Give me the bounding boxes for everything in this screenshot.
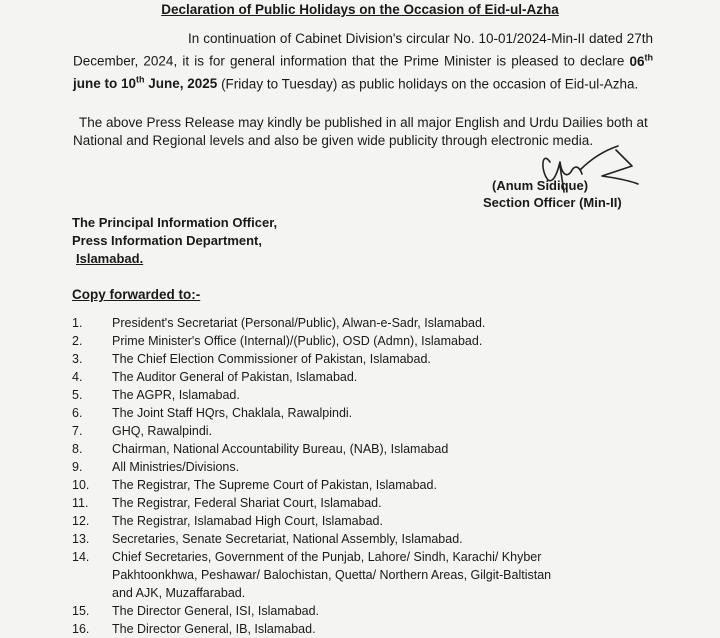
- para1-sup-2: th: [136, 74, 145, 85]
- copy-list-item-text: President's Secretariat (Personal/Public), Alwan-e-Sadr, Islamabad.: [112, 316, 486, 330]
- para1-start-day: 06: [629, 53, 645, 69]
- copy-list-item-number: 2.: [72, 334, 83, 348]
- copy-list-item-text: Chairman, National Accountability Bureau, (NAB), Islamabad: [112, 442, 449, 456]
- copy-list-item-number: 3.: [72, 352, 83, 366]
- copy-list-item-number: 11.: [72, 496, 89, 510]
- signatory-name: (Anum Sidique): [492, 178, 589, 193]
- copy-list-item-number: 7.: [72, 424, 83, 438]
- copy-list-item-text: The Registrar, Islamabad High Court, Islamabad.: [112, 514, 383, 528]
- copy-list-item-number: 15.: [72, 604, 90, 618]
- para1-text-a: In continuation of Cabinet Division's circular No. 10-01/2024-Min-II dated 27th December, 2024, it is for general information that the Prime Minister is pleased to declare: [73, 31, 653, 69]
- copy-list-item-text: The Auditor General of Pakistan, Islamabad.: [112, 370, 358, 384]
- copy-list-item-number: 6.: [72, 406, 83, 420]
- paragraph-declaration: [73, 30, 653, 93]
- addressee-line-3: Islamabad.: [76, 251, 144, 266]
- copy-list-item-number: 16.: [72, 622, 90, 636]
- copy-list-item-text: The AGPR, Islamabad.: [112, 388, 240, 402]
- copy-list-item-text: Chief Secretaries, Government of the Punjab, Lahore/ Sindh, Karachi/ Khyber: [112, 550, 542, 564]
- copy-list-item-number: 9.: [72, 460, 83, 474]
- copy-list-item-text: The Registrar, Federal Shariat Court, Islamabad.: [112, 496, 382, 510]
- para1-june-to: june to 10: [73, 76, 137, 91]
- copy-list-item-number: 8.: [72, 442, 83, 456]
- copy-list-item-text: Secretaries, Senate Secretariat, National Assembly, Islamabad.: [112, 532, 463, 546]
- copy-list-item-text: GHQ, Rawalpindi.: [112, 424, 213, 438]
- copy-list-item-text: The Registrar, The Supreme Court of Pakistan, Islamabad.: [112, 478, 437, 492]
- copy-forwarded-heading: Copy forwarded to:-: [72, 287, 201, 302]
- addressee-line-1: The Principal Information Officer,: [72, 215, 278, 230]
- para1-sup-1: th: [644, 52, 653, 62]
- para2-text: The above Press Release may kindly be published in all major English and Urdu Dailies both at National and Regional levels and also be given wide publicity through electronic media.: [73, 115, 648, 148]
- copy-list-item-text: All Ministries/Divisions.: [112, 460, 240, 474]
- copy-list-item-number: 4.: [72, 370, 83, 384]
- copy-list-item-number: 13.: [72, 532, 90, 546]
- signatory-title: Section Officer (Min-II): [483, 195, 622, 210]
- para1-june-2025: June, 2025: [144, 76, 218, 91]
- copy-list-item-text: Prime Minister's Office (Internal)/(Public), OSD (Admn), Islamabad.: [112, 334, 483, 348]
- document-title: Declaration of Public Holidays on the Occasion of Eid-ul-Azha: [161, 2, 559, 17]
- copy-list-item-number: 14.: [72, 550, 90, 564]
- copy-list-item-text: The Joint Staff HQrs, Chaklala, Rawalpindi.: [112, 406, 353, 420]
- copy-list-item-number: 5.: [72, 388, 83, 402]
- addressee-line-2: Press Information Department,: [72, 233, 262, 248]
- copy-list-item-text: The Director General, ISI, Islamabad.: [112, 604, 320, 618]
- para1-text-b: (Friday to Tuesday) as public holidays on the occasion of Eid-ul-Azha.: [217, 76, 639, 91]
- copy-list-item-text: The Chief Election Commissioner of Pakistan, Islamabad.: [112, 352, 431, 366]
- copy-list-item-number: 10.: [72, 478, 90, 492]
- copy-list-item-number: 12.: [72, 514, 90, 528]
- copy-list-item-number: 1.: [72, 316, 83, 330]
- copy-list-item-text: Pakhtoonkhwa, Peshawar/ Balochistan, Quetta/ Northern Areas, Gilgit-Baltistan: [112, 568, 552, 582]
- copy-list-item-text: and AJK, Muzaffarabad.: [112, 586, 246, 600]
- copy-list-item-text: The Director General, IB, Islamabad.: [112, 622, 316, 636]
